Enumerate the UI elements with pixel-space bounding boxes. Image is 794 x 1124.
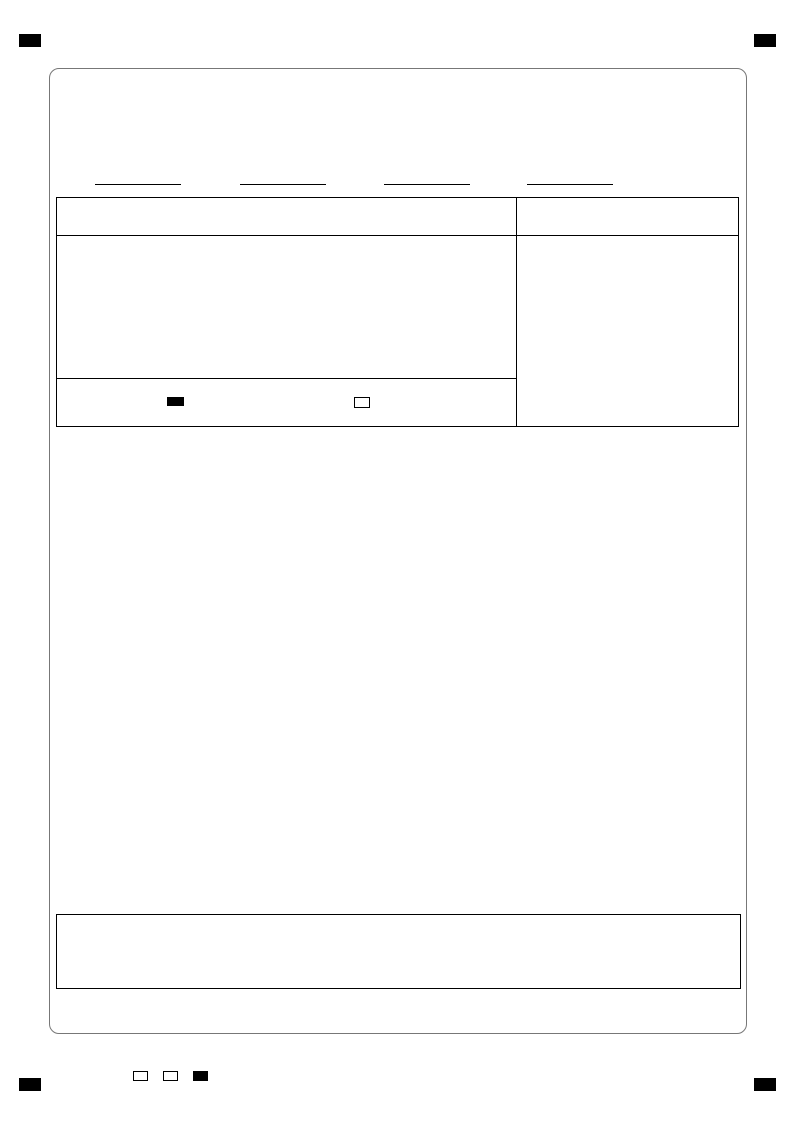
page-mark-empty-1 (133, 1071, 148, 1081)
notice-id-box (56, 197, 739, 427)
name-field[interactable] (95, 184, 181, 185)
qr-code-icon (58, 1041, 120, 1103)
page-mark-filled (193, 1071, 208, 1081)
notice-bottom-line (56, 378, 517, 379)
box-header-line (56, 235, 738, 236)
corner-mark-top-right (754, 34, 776, 47)
absent-mark-box[interactable] (354, 397, 370, 408)
seat-field[interactable] (527, 184, 613, 185)
corner-mark-top-left (19, 34, 41, 47)
class-field[interactable] (240, 184, 326, 185)
corner-mark-bottom-right (754, 1078, 776, 1091)
blank-answer-box (56, 914, 741, 989)
page-mark-empty-2 (163, 1071, 178, 1081)
corner-mark-bottom-left (19, 1078, 41, 1091)
correct-fill-sample (167, 397, 184, 406)
box-divider (516, 197, 517, 427)
room-field[interactable] (384, 184, 470, 185)
